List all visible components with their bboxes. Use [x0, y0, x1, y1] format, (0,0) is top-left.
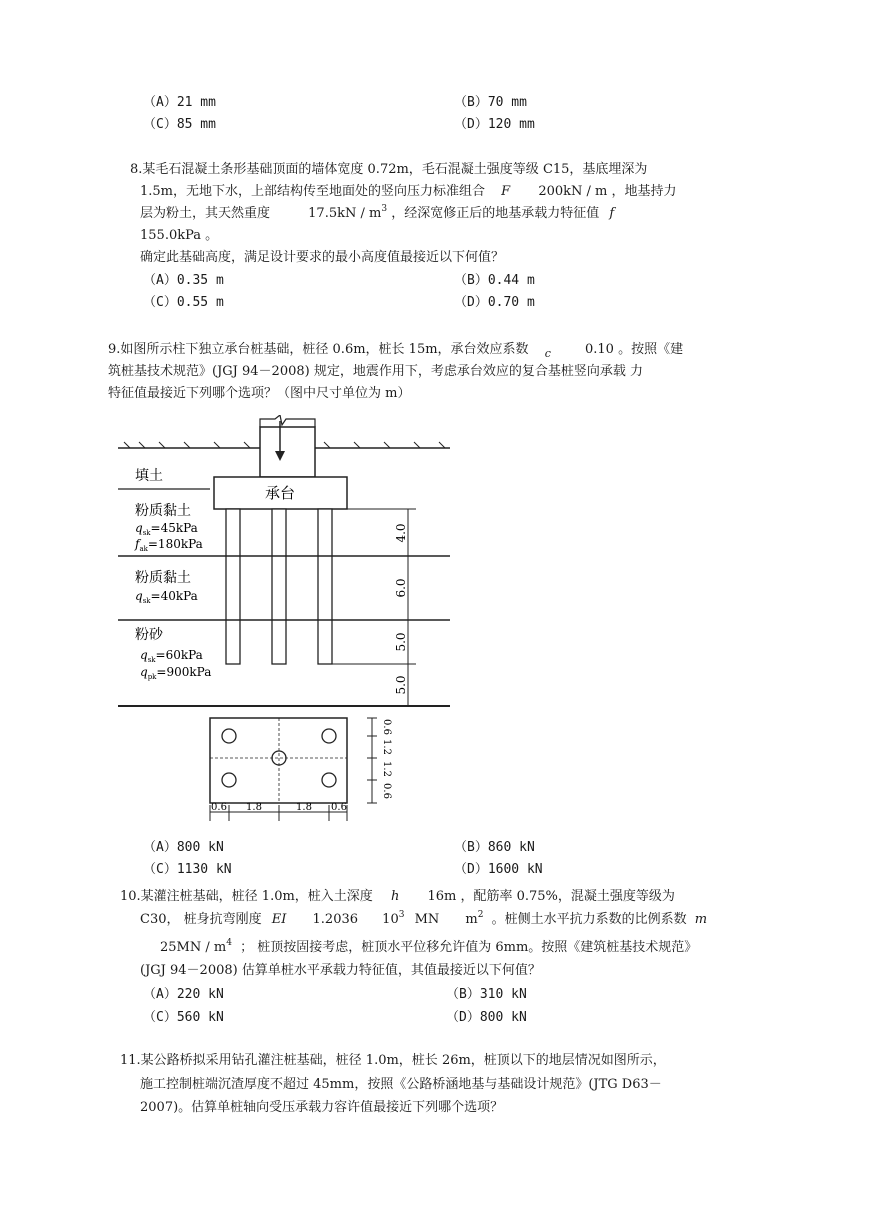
layer1-f: $f_{ak}=180kPa$	[135, 537, 203, 553]
q10-text: m	[465, 912, 478, 927]
q8-symbol-f: f	[609, 206, 615, 221]
dim-5-0-b: 5.0	[394, 675, 408, 695]
pile-left	[226, 509, 240, 664]
q9-text: 9.如图所示柱下独立承台桩基础，桩径 0.6m，桩长 15m，承台效应系数	[108, 342, 529, 357]
layer3-name: 粉砂	[135, 627, 163, 643]
q7-option-d: （D）120 mm	[454, 117, 535, 132]
plan-dim-h-2: 1.8	[246, 802, 262, 813]
q10-superscript-2: 2	[477, 910, 484, 920]
pile-foundation-figure	[110, 415, 460, 825]
q10-superscript-3: 3	[398, 910, 405, 920]
q9-option-d: （D）1600 kN	[454, 862, 543, 877]
q10-option-b: （B）310 kN	[446, 987, 527, 1002]
column	[260, 427, 315, 477]
fill-soil-label: 填土	[135, 468, 163, 484]
layer3-q: $q_{sk}=60kPa$	[140, 648, 203, 664]
q8-line-5: 确定此基础高度，满足设计要求的最小高度值最接近以下何值？	[140, 250, 505, 265]
q9-line-3: 特征值最接近下列哪个选项？（图中尺寸单位为 m）	[108, 386, 411, 401]
plan-dim-ticks-h	[210, 805, 347, 821]
q9-option-a: （A）800 kN	[143, 840, 224, 855]
q10-option-a: （A）220 kN	[143, 987, 224, 1002]
q8-text: 层为粉土，其天然重度	[140, 206, 271, 221]
q11-line-1: 11.某公路桥拟采用钻孔灌注桩基础，桩径 1.0m，桩长 26m，桩顶以下的地层情况如图所示，	[120, 1053, 666, 1068]
q10-line-4: (JGJ 94－2008) 估算单桩水平承载力特征值，其值最接近以下何值？	[140, 963, 541, 978]
q8-superscript: 3	[381, 204, 388, 214]
plan-dim-h-4: 0.6	[331, 802, 347, 813]
q8-option-a: （A）0.35 m	[143, 273, 224, 288]
pile-middle	[272, 509, 286, 664]
q10-text: 1.2036	[312, 912, 359, 927]
q8-text: 1.5m，无地下水，上部结构传至地面处的竖向压力标准组合	[140, 184, 486, 199]
q9-line-2: 筑桩基技术规范》(JGJ 94－2008) 规定，地震作用下，考虑承台效应的复合基桩竖向承载 力	[108, 364, 643, 379]
q8-symbol-F: F	[501, 184, 511, 199]
q10-option-c: （C）560 kN	[143, 1010, 224, 1025]
q10-text: ； 桩顶按固接考虑，桩顶水平位移允许值为 6mm。按照《建筑桩基技术规范》	[240, 940, 698, 955]
layer2-name: 粉质黏土	[135, 570, 191, 586]
q10-symbol-EI: EI	[271, 912, 287, 927]
plan-view-cap	[210, 718, 347, 803]
q8-line-4: 155.0kPa 。	[140, 228, 219, 243]
q10-line-2	[140, 912, 707, 929]
q8-option-d: （D）0.70 m	[454, 295, 535, 310]
q10-text: 16m ，配筋率 0.75%，混凝土强度等级为	[427, 889, 675, 904]
plan-dim-v-2: 1.2	[381, 739, 392, 755]
layer2-q: $q_{sk}=40kPa$	[135, 589, 198, 605]
q8-option-b: （B）0.44 m	[454, 273, 535, 288]
q9-symbol-c: c	[544, 347, 551, 360]
q10-line-3	[160, 940, 697, 957]
q8-text: 200kN / m ，地基持力	[538, 184, 677, 199]
dim-5-0-a: 5.0	[394, 632, 408, 652]
q8-line-2	[140, 184, 677, 200]
q10-text: C30， 桩身抗弯刚度	[140, 912, 262, 927]
q10-superscript-4: 4	[226, 938, 232, 948]
q7-option-c: （C）85 mm	[143, 117, 216, 132]
q11-line-2: 施工控制桩端沉渣厚度不超过 45mm，按照《公路桥涵地基与基础设计规范》(JTG D63－	[140, 1077, 662, 1092]
column-break-mark	[260, 415, 315, 427]
dim-4-0: 4.0	[394, 523, 408, 543]
q10-text: 10	[382, 912, 399, 927]
plan-dim-v-1: 0.6	[381, 719, 392, 735]
q10-symbol-h: h	[390, 889, 400, 904]
q9-option-c: （C）1130 kN	[143, 862, 232, 877]
layer3-p: $q_{pk}=900kPa$	[140, 665, 212, 681]
plan-dim-h-1: 0.6	[211, 802, 227, 813]
q7-option-b: （B）70 mm	[454, 95, 527, 110]
layer1-q: $q_{sk}=45kPa$	[135, 521, 198, 537]
q10-symbol-m: m	[694, 912, 708, 927]
plan-dim-v-3: 1.2	[381, 761, 392, 777]
dim-6-0: 6.0	[394, 578, 408, 598]
q7-option-a: （A）21 mm	[143, 95, 216, 110]
q9-text: 0.10 。按照《建	[585, 342, 684, 357]
q10-option-d: （D）800 kN	[446, 1010, 527, 1025]
q10-text: 25MN / m	[160, 940, 227, 955]
q8-option-c: （C）0.55 m	[143, 295, 224, 310]
q10-line-1	[120, 889, 675, 905]
q9-option-b: （B）860 kN	[454, 840, 535, 855]
plan-dim-v-4: 0.6	[381, 783, 392, 799]
layer1-name: 粉质黏土	[135, 503, 191, 519]
pile-right	[318, 509, 332, 664]
q11-line-3: 2007)。估算单桩轴向受压承载力容许值最接近下列哪个选项？	[140, 1100, 504, 1115]
q10-text: MN	[414, 912, 440, 927]
q8-line-3	[140, 206, 614, 223]
q9-line-1	[108, 342, 683, 358]
q8-line-1: 8.某毛石混凝土条形基础顶面的墙体宽度 0.72m，毛石混凝土强度等级 C15，基底埋深为	[130, 162, 648, 177]
q10-text: 。桩侧土水平抗力系数的比例系数	[491, 912, 687, 927]
q10-text: 10.某灌注桩基础，桩径 1.0m，桩入土深度	[120, 889, 373, 904]
pile-cap-label: 承台	[264, 484, 296, 502]
q8-text: 17.5kN / m	[308, 206, 382, 221]
q8-text: ，经深宽修正后的地基承载力特征值	[391, 206, 600, 221]
plan-dim-h-3: 1.8	[296, 802, 312, 813]
